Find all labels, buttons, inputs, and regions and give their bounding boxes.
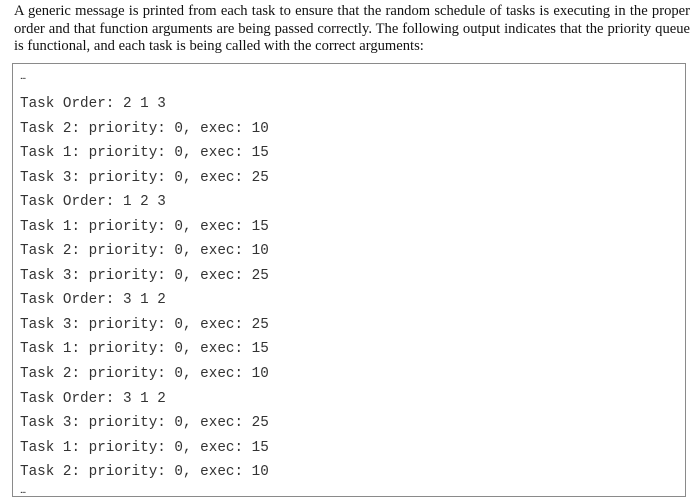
- output-line: Task 2: priority: 0, exec: 10: [20, 464, 269, 481]
- ellipsis-top: ...: [20, 70, 26, 82]
- output-line: Task 3: priority: 0, exec: 25: [20, 316, 269, 333]
- output-lines: [20, 92, 269, 485]
- output-line: Task Order: 3 1 2: [20, 292, 166, 309]
- output-line: Task 3: priority: 0, exec: 25: [20, 169, 269, 186]
- output-line: Task 1: priority: 0, exec: 15: [20, 218, 269, 235]
- output-line: Task Order: 2 1 3: [20, 96, 166, 112]
- output-code-box: [12, 63, 686, 497]
- output-line: Task 2: priority: 0, exec: 10: [20, 366, 269, 383]
- output-line: Task Order: 3 1 2: [20, 390, 166, 407]
- output-line: Task 2: priority: 0, exec: 10: [20, 120, 269, 137]
- ellipsis-bottom: ...: [20, 484, 26, 496]
- output-line: Task 3: priority: 0, exec: 25: [20, 267, 269, 284]
- output-line: Task 1: priority: 0, exec: 15: [20, 145, 269, 162]
- output-line: Task Order: 1 2 3: [20, 194, 166, 211]
- output-line: Task 2: priority: 0, exec: 10: [20, 243, 269, 260]
- intro-paragraph: A generic message is printed from each task to ensure that the random schedule of tasks is executing in the proper order and that function arguments are being passed correctly. The following output indicates that the priority queue is functional, and each task is being called with the correct arguments:: [14, 3, 690, 54]
- output-line: Task 3: priority: 0, exec: 25: [20, 415, 269, 432]
- output-line: Task 1: priority: 0, exec: 15: [20, 439, 269, 456]
- output-line: Task 1: priority: 0, exec: 15: [20, 341, 269, 358]
